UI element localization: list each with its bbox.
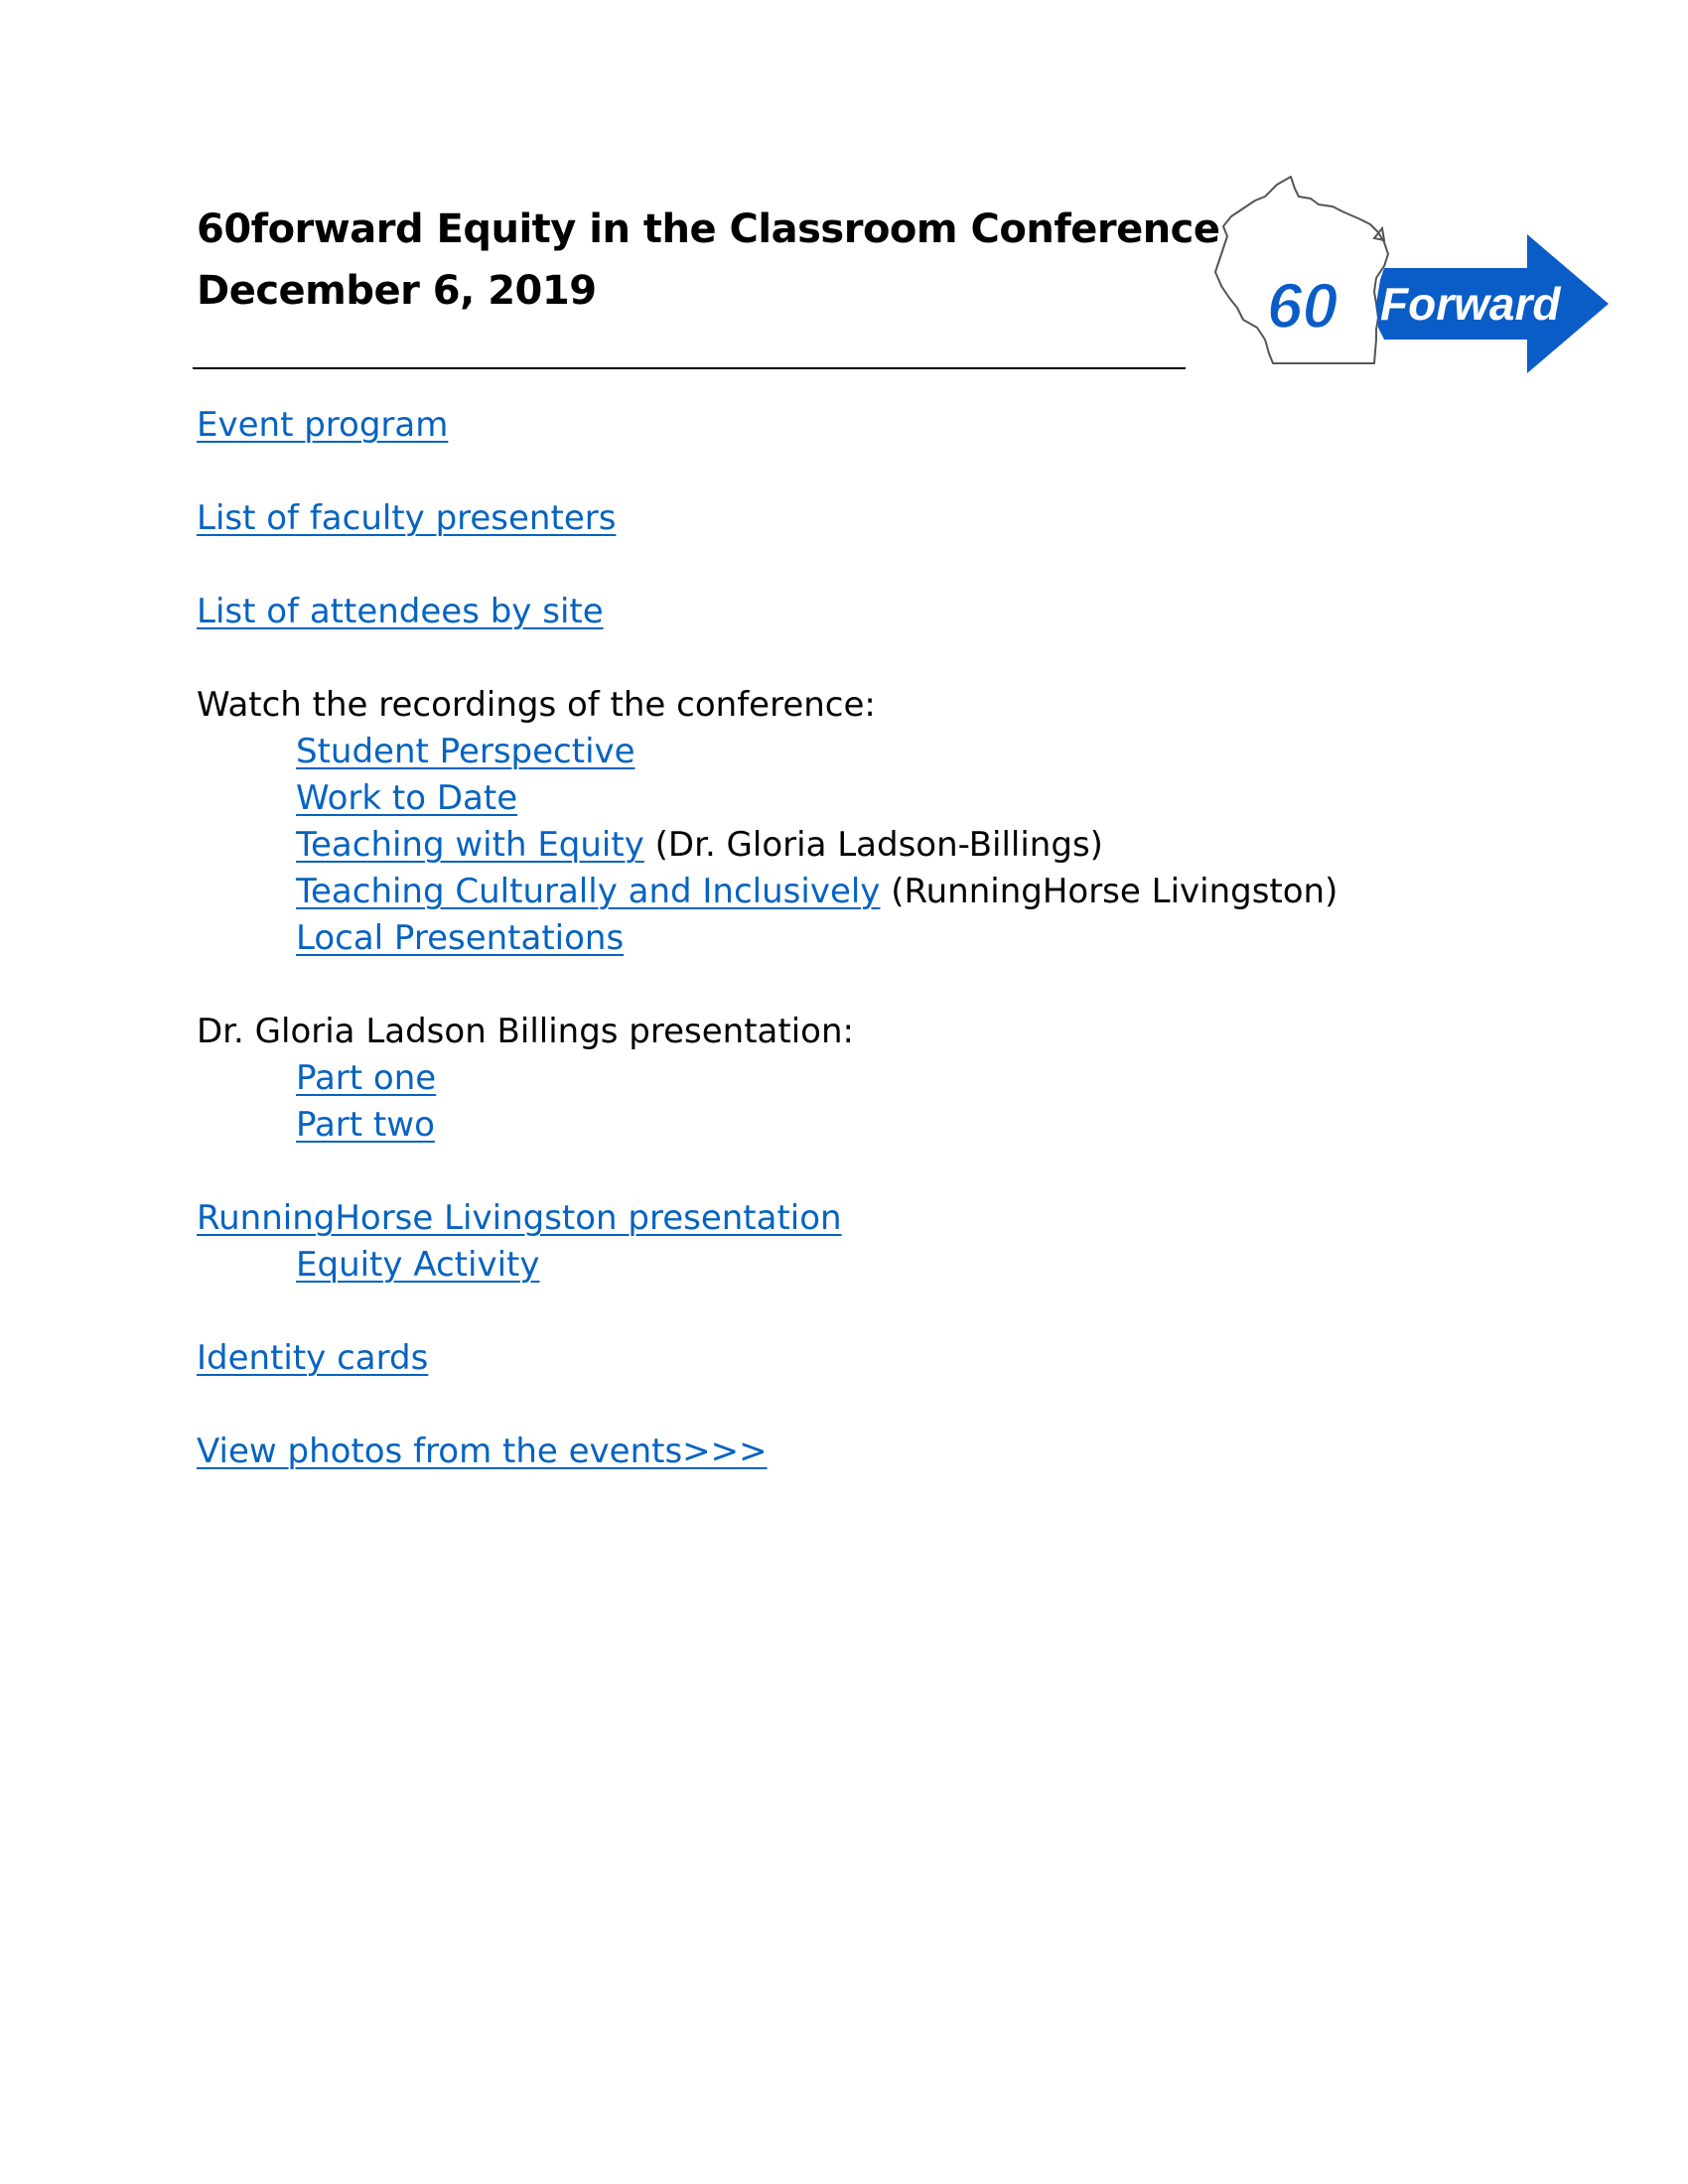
view-photos-link[interactable]: View photos from the events>>> <box>197 1432 768 1471</box>
equity-activity-link[interactable]: Equity Activity <box>296 1245 540 1285</box>
part-one-link[interactable]: Part one <box>296 1058 437 1098</box>
part-two-link[interactable]: Part two <box>296 1105 435 1145</box>
runninghorse-presentation-link[interactable]: RunningHorse Livingston presentation <box>197 1198 842 1238</box>
document-body <box>197 402 1487 1475</box>
identity-cards-row <box>197 1335 1487 1382</box>
presenter-note: (Dr. Gloria Ladson-Billings) <box>654 825 1103 865</box>
logo-word: Forward <box>1380 278 1561 330</box>
recording-item <box>197 729 1487 775</box>
runninghorse-row <box>197 1195 1487 1242</box>
photos-row <box>197 1429 1487 1475</box>
faculty-presenters-row <box>197 495 1487 542</box>
part-item <box>197 1055 1487 1102</box>
title-line-1: 60forward Equity in the Classroom Conference <box>197 206 1220 252</box>
teaching-culturally-link[interactable]: Teaching Culturally and Inclusively <box>296 872 881 911</box>
page-title <box>197 199 1220 322</box>
attendees-by-site-link[interactable]: List of attendees by site <box>197 592 604 631</box>
work-to-date-link[interactable]: Work to Date <box>296 778 518 818</box>
part-item <box>197 1102 1487 1149</box>
event-program-link[interactable]: Event program <box>197 405 449 445</box>
recording-item <box>197 822 1487 869</box>
attendees-row <box>197 589 1487 635</box>
student-perspective-link[interactable]: Student Perspective <box>296 732 635 771</box>
recording-item <box>197 915 1487 962</box>
local-presentations-link[interactable]: Local Presentations <box>296 918 625 958</box>
presenter-note: (RunningHorse Livingston) <box>891 872 1338 911</box>
60forward-logo <box>1199 169 1617 392</box>
recording-item <box>197 775 1487 822</box>
logo-number: 60 <box>1267 270 1338 341</box>
identity-cards-link[interactable]: Identity cards <box>197 1338 429 1378</box>
title-divider <box>193 367 1186 369</box>
recordings-heading: Watch the recordings of the conference: <box>197 685 876 725</box>
title-line-2: December 6, 2019 <box>197 268 597 314</box>
faculty-presenters-link[interactable]: List of faculty presenters <box>197 498 617 538</box>
recording-item <box>197 869 1487 915</box>
equity-activity-row <box>197 1242 1487 1289</box>
event-program-row <box>197 402 1487 449</box>
ladson-billings-heading: Dr. Gloria Ladson Billings presentation: <box>197 1012 854 1051</box>
teaching-with-equity-link[interactable]: Teaching with Equity <box>296 825 644 865</box>
